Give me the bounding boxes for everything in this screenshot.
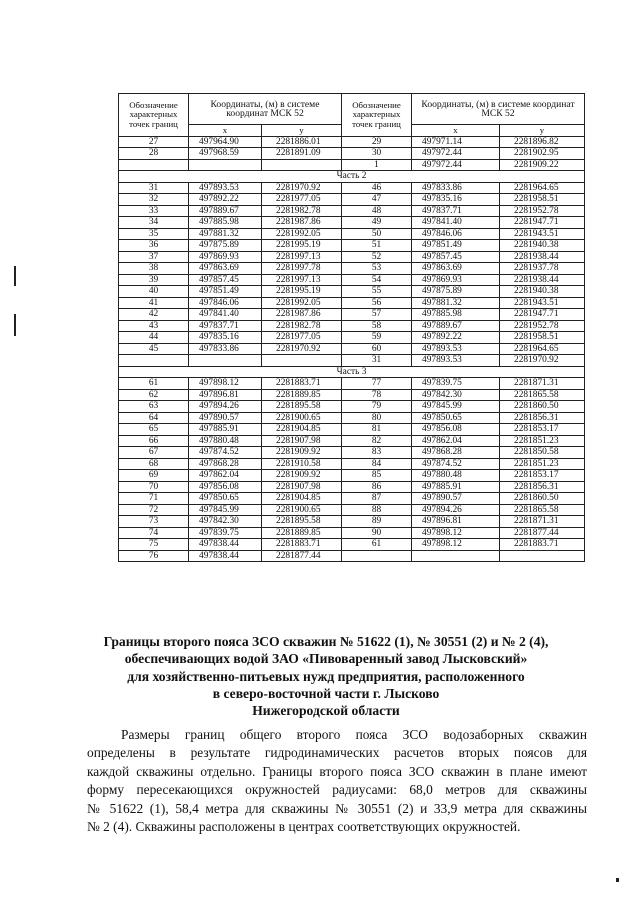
point-number <box>119 159 189 171</box>
y-value: 2281902.95 <box>500 148 585 160</box>
table-row <box>119 527 585 539</box>
x-value: 497972.44 <box>412 148 500 160</box>
point-number <box>119 355 189 367</box>
point-number: 77 <box>342 378 412 390</box>
x-value: 497841.40 <box>189 309 262 321</box>
y-value <box>262 159 342 171</box>
point-number: 75 <box>119 539 189 551</box>
point-number: 39 <box>119 274 189 286</box>
x-value: 497880.48 <box>189 435 262 447</box>
y-value: 2281900.65 <box>262 504 342 516</box>
table-row <box>119 228 585 240</box>
x-value: 497868.28 <box>189 458 262 470</box>
point-number: 28 <box>119 148 189 160</box>
table-row <box>119 194 585 206</box>
x-value: 497863.69 <box>189 263 262 275</box>
y-value: 2281860.50 <box>500 493 585 505</box>
point-number: 82 <box>342 435 412 447</box>
y-value: 2281909.92 <box>262 470 342 482</box>
point-number: 35 <box>119 228 189 240</box>
part-label: Часть 2 <box>119 171 585 183</box>
point-number: 31 <box>119 182 189 194</box>
table-row <box>119 286 585 298</box>
x-value: 497869.93 <box>412 274 500 286</box>
point-number: 30 <box>342 148 412 160</box>
y-value: 2281938.44 <box>500 274 585 286</box>
x-value: 497842.30 <box>412 389 500 401</box>
x-value: 497837.71 <box>412 205 500 217</box>
header-coords-left: Координаты, (м) в системе координат МСК 52 <box>189 94 342 125</box>
x-value: 497894.26 <box>412 504 500 516</box>
y-value: 2281851.23 <box>500 458 585 470</box>
body-paragraph <box>87 726 587 836</box>
x-value: 497839.75 <box>189 527 262 539</box>
x-value: 497890.57 <box>189 412 262 424</box>
y-value <box>500 550 585 562</box>
y-value: 2281964.65 <box>500 343 585 355</box>
x-value: 497896.81 <box>412 516 500 528</box>
x-value: 497851.49 <box>412 240 500 252</box>
y-value: 2281995.19 <box>262 240 342 252</box>
point-number: 61 <box>342 539 412 551</box>
y-value: 2281977.05 <box>262 332 342 344</box>
point-number: 48 <box>342 205 412 217</box>
x-value: 497898.12 <box>412 539 500 551</box>
x-value: 497835.16 <box>412 194 500 206</box>
table-row <box>119 240 585 252</box>
point-number: 71 <box>119 493 189 505</box>
point-number: 64 <box>119 412 189 424</box>
table-row <box>119 447 585 459</box>
point-number: 89 <box>342 516 412 528</box>
paragraph-line: № 2 (4). Скважины расположены в центрах соответствующих окружностей. <box>87 819 521 835</box>
x-value: 497968.59 <box>189 148 262 160</box>
x-value: 497880.48 <box>412 470 500 482</box>
paragraph-line: № 51622 (1), 58,4 метра для скважины № 30551 (2) и 33,9 метра для скважины <box>87 800 587 816</box>
coordinates-table <box>118 93 585 562</box>
x-value: 497846.06 <box>189 297 262 309</box>
point-number: 84 <box>342 458 412 470</box>
x-value: 497893.53 <box>412 355 500 367</box>
y-value: 2281895.58 <box>262 516 342 528</box>
y-value: 2281947.71 <box>500 217 585 229</box>
x-value: 497874.52 <box>189 447 262 459</box>
paragraph-line: каждой скважины отдельно. Границы второго пояса ЗСО скважин в плане имеют <box>87 763 587 779</box>
point-number: 27 <box>119 136 189 148</box>
y-value: 2281938.44 <box>500 251 585 263</box>
point-number: 51 <box>342 240 412 252</box>
y-value: 2281895.58 <box>262 401 342 413</box>
y-value: 2281958.51 <box>500 332 585 344</box>
x-value: 497845.99 <box>189 504 262 516</box>
x-value: 497896.81 <box>189 389 262 401</box>
y-value: 2281964.65 <box>500 182 585 194</box>
table-row <box>119 205 585 217</box>
x-value: 497894.26 <box>189 401 262 413</box>
x-value: 497898.12 <box>189 378 262 390</box>
header-point-left: Обозначение характерных точек границ <box>119 94 189 137</box>
y-value: 2281952.78 <box>500 320 585 332</box>
point-number: 78 <box>342 389 412 401</box>
x-value: 497869.93 <box>189 251 262 263</box>
x-value: 497841.40 <box>412 217 500 229</box>
y-value: 2281907.98 <box>262 481 342 493</box>
point-number: 68 <box>119 458 189 470</box>
point-number: 41 <box>119 297 189 309</box>
point-number: 83 <box>342 447 412 459</box>
paragraph-line: форму пересекающихся окружностей радиусами: 68,0 метров для скважины <box>87 782 587 798</box>
header-x-right: x <box>412 125 500 137</box>
title-line: Нижегородской области <box>252 703 400 719</box>
point-number: 90 <box>342 527 412 539</box>
y-value: 2281982.78 <box>262 320 342 332</box>
x-value: 497885.91 <box>412 481 500 493</box>
y-value: 2281853.17 <box>500 470 585 482</box>
table-row <box>119 435 585 447</box>
y-value: 2281865.58 <box>500 504 585 516</box>
point-number: 52 <box>342 251 412 263</box>
y-value: 2281995.19 <box>262 286 342 298</box>
x-value: 497875.89 <box>412 286 500 298</box>
point-number: 87 <box>342 493 412 505</box>
x-value: 497874.52 <box>412 458 500 470</box>
y-value: 2281856.31 <box>500 412 585 424</box>
point-number: 72 <box>119 504 189 516</box>
y-value: 2281883.71 <box>500 539 585 551</box>
y-value: 2281860.50 <box>500 401 585 413</box>
y-value: 2281992.05 <box>262 297 342 309</box>
y-value: 2281877.44 <box>500 527 585 539</box>
y-value: 2281982.78 <box>262 205 342 217</box>
x-value: 497885.98 <box>189 217 262 229</box>
table-row <box>119 504 585 516</box>
point-number: 49 <box>342 217 412 229</box>
y-value: 2281891.09 <box>262 148 342 160</box>
x-value: 497881.32 <box>189 228 262 240</box>
table-row <box>119 355 585 367</box>
y-value: 2281871.31 <box>500 516 585 528</box>
y-value: 2281997.13 <box>262 251 342 263</box>
table-row <box>119 159 585 171</box>
x-value: 497964.90 <box>189 136 262 148</box>
point-number: 80 <box>342 412 412 424</box>
point-number: 74 <box>119 527 189 539</box>
x-value: 497845.99 <box>412 401 500 413</box>
y-value: 2281970.92 <box>500 355 585 367</box>
paragraph-line: Размеры границ общего второго пояса ЗСО водозаборных скважин <box>121 727 587 742</box>
title-line: обеспечивающих водой ЗАО «Пивоваренный завод Лысковский» <box>124 651 528 667</box>
y-value <box>262 355 342 367</box>
x-value: 497971.14 <box>412 136 500 148</box>
point-number: 85 <box>342 470 412 482</box>
y-value: 2281900.65 <box>262 412 342 424</box>
y-value: 2281883.71 <box>262 539 342 551</box>
point-number: 47 <box>342 194 412 206</box>
y-value: 2281943.51 <box>500 228 585 240</box>
x-value: 497833.86 <box>412 182 500 194</box>
y-value: 2281907.98 <box>262 435 342 447</box>
point-number: 31 <box>342 355 412 367</box>
table-row <box>119 401 585 413</box>
point-number: 50 <box>342 228 412 240</box>
y-value: 2281997.78 <box>262 263 342 275</box>
x-value: 497838.44 <box>189 550 262 562</box>
point-number: 65 <box>119 424 189 436</box>
x-value: 497892.22 <box>189 194 262 206</box>
table-row <box>119 136 585 148</box>
table-row <box>119 378 585 390</box>
x-value <box>189 355 262 367</box>
point-number: 34 <box>119 217 189 229</box>
title-line: Границы второго пояса ЗСО скважин № 51622 (1), № 30551 (2) и № 2 (4), <box>103 634 549 649</box>
y-value: 2281977.05 <box>262 194 342 206</box>
x-value: 497856.08 <box>189 481 262 493</box>
y-value: 2281851.23 <box>500 435 585 447</box>
header-y-left: y <box>262 125 342 137</box>
table-row <box>119 263 585 275</box>
x-value: 497838.44 <box>189 539 262 551</box>
point-number: 81 <box>342 424 412 436</box>
point-number: 86 <box>342 481 412 493</box>
table-row <box>119 343 585 355</box>
table-row <box>119 493 585 505</box>
title-line: для хозяйственно-питьевых нужд предприятия, расположенного <box>127 668 525 684</box>
x-value: 497856.08 <box>412 424 500 436</box>
x-value: 497846.06 <box>412 228 500 240</box>
x-value: 497893.53 <box>189 182 262 194</box>
table-row <box>119 470 585 482</box>
x-value: 497862.04 <box>189 470 262 482</box>
x-value: 497850.65 <box>412 412 500 424</box>
header-point-right: Обозначение характерных точек границ <box>342 94 412 137</box>
scan-mark-left-bottom <box>14 314 16 336</box>
x-value: 497839.75 <box>412 378 500 390</box>
x-value: 497850.65 <box>189 493 262 505</box>
y-value: 2281970.92 <box>262 182 342 194</box>
header-x-left: x <box>189 125 262 137</box>
x-value: 497893.53 <box>412 343 500 355</box>
x-value: 497868.28 <box>412 447 500 459</box>
table-body <box>119 136 585 562</box>
y-value: 2281877.44 <box>262 550 342 562</box>
point-number: 69 <box>119 470 189 482</box>
table-row <box>119 539 585 551</box>
part-header-row <box>119 366 585 378</box>
part-header-row <box>119 171 585 183</box>
table-row <box>119 148 585 160</box>
y-value: 2281952.78 <box>500 205 585 217</box>
y-value: 2281997.13 <box>262 274 342 286</box>
y-value: 2281896.82 <box>500 136 585 148</box>
x-value: 497892.22 <box>412 332 500 344</box>
point-number: 32 <box>119 194 189 206</box>
y-value: 2281871.31 <box>500 378 585 390</box>
section-title <box>66 633 586 719</box>
table-row <box>119 309 585 321</box>
x-value: 497889.67 <box>412 320 500 332</box>
y-value: 2281947.71 <box>500 309 585 321</box>
title-line: в северо-восточной части г. Лысково <box>212 685 440 701</box>
y-value: 2281904.85 <box>262 493 342 505</box>
point-number: 70 <box>119 481 189 493</box>
table-row <box>119 217 585 229</box>
x-value: 497862.04 <box>412 435 500 447</box>
y-value: 2281883.71 <box>262 378 342 390</box>
table-row <box>119 251 585 263</box>
scan-mark-right-dot <box>616 878 619 882</box>
y-value: 2281992.05 <box>262 228 342 240</box>
y-value: 2281889.85 <box>262 527 342 539</box>
y-value: 2281970.92 <box>262 343 342 355</box>
point-number: 73 <box>119 516 189 528</box>
x-value: 497833.86 <box>189 343 262 355</box>
y-value: 2281958.51 <box>500 194 585 206</box>
point-number: 88 <box>342 504 412 516</box>
y-value: 2281886.01 <box>262 136 342 148</box>
y-value: 2281940.38 <box>500 240 585 252</box>
table-row <box>119 550 585 562</box>
point-number: 60 <box>342 343 412 355</box>
x-value: 497837.71 <box>189 320 262 332</box>
y-value: 2281987.86 <box>262 309 342 321</box>
x-value: 497898.12 <box>412 527 500 539</box>
point-number: 54 <box>342 274 412 286</box>
y-value: 2281853.17 <box>500 424 585 436</box>
x-value: 497885.98 <box>412 309 500 321</box>
table-row <box>119 182 585 194</box>
table-row <box>119 516 585 528</box>
x-value: 497890.57 <box>412 493 500 505</box>
y-value: 2281889.85 <box>262 389 342 401</box>
point-number: 56 <box>342 297 412 309</box>
y-value: 2281943.51 <box>500 297 585 309</box>
table-row <box>119 332 585 344</box>
point-number: 58 <box>342 320 412 332</box>
point-number: 38 <box>119 263 189 275</box>
x-value: 497857.45 <box>412 251 500 263</box>
point-number: 66 <box>119 435 189 447</box>
y-value: 2281987.86 <box>262 217 342 229</box>
x-value <box>412 550 500 562</box>
point-number: 79 <box>342 401 412 413</box>
part-label: Часть 3 <box>119 366 585 378</box>
x-value: 497863.69 <box>412 263 500 275</box>
point-number: 40 <box>119 286 189 298</box>
x-value: 497885.91 <box>189 424 262 436</box>
point-number: 46 <box>342 182 412 194</box>
table-row <box>119 412 585 424</box>
table-row <box>119 389 585 401</box>
y-value: 2281937.78 <box>500 263 585 275</box>
point-number: 53 <box>342 263 412 275</box>
point-number: 43 <box>119 320 189 332</box>
point-number: 1 <box>342 159 412 171</box>
paragraph-line: определены в результате гидродинамических расчетов вторых поясов для <box>87 745 587 761</box>
point-number: 37 <box>119 251 189 263</box>
point-number: 63 <box>119 401 189 413</box>
table-row <box>119 297 585 309</box>
point-number: 76 <box>119 550 189 562</box>
table-row <box>119 424 585 436</box>
y-value: 2281940.38 <box>500 286 585 298</box>
point-number: 29 <box>342 136 412 148</box>
point-number: 44 <box>119 332 189 344</box>
table-row <box>119 274 585 286</box>
point-number: 57 <box>342 309 412 321</box>
y-value: 2281909.22 <box>500 159 585 171</box>
header-y-right: y <box>500 125 585 137</box>
y-value: 2281904.85 <box>262 424 342 436</box>
scan-mark-left-top <box>14 266 16 286</box>
x-value: 497972.44 <box>412 159 500 171</box>
table-row <box>119 458 585 470</box>
point-number: 42 <box>119 309 189 321</box>
point-number: 33 <box>119 205 189 217</box>
y-value: 2281856.31 <box>500 481 585 493</box>
x-value: 497857.45 <box>189 274 262 286</box>
x-value: 497889.67 <box>189 205 262 217</box>
x-value: 497851.49 <box>189 286 262 298</box>
x-value: 497875.89 <box>189 240 262 252</box>
point-number: 55 <box>342 286 412 298</box>
y-value: 2281910.58 <box>262 458 342 470</box>
x-value <box>189 159 262 171</box>
point-number: 61 <box>119 378 189 390</box>
x-value: 497881.32 <box>412 297 500 309</box>
point-number: 36 <box>119 240 189 252</box>
header-coords-right: Координаты, (м) в системе координат МСК 52 <box>412 94 585 125</box>
point-number: 45 <box>119 343 189 355</box>
table-row <box>119 320 585 332</box>
x-value: 497842.30 <box>189 516 262 528</box>
point-number: 67 <box>119 447 189 459</box>
point-number <box>342 550 412 562</box>
x-value: 497835.16 <box>189 332 262 344</box>
y-value: 2281909.92 <box>262 447 342 459</box>
y-value: 2281865.58 <box>500 389 585 401</box>
table-row <box>119 481 585 493</box>
point-number: 62 <box>119 389 189 401</box>
point-number: 59 <box>342 332 412 344</box>
y-value: 2281850.58 <box>500 447 585 459</box>
